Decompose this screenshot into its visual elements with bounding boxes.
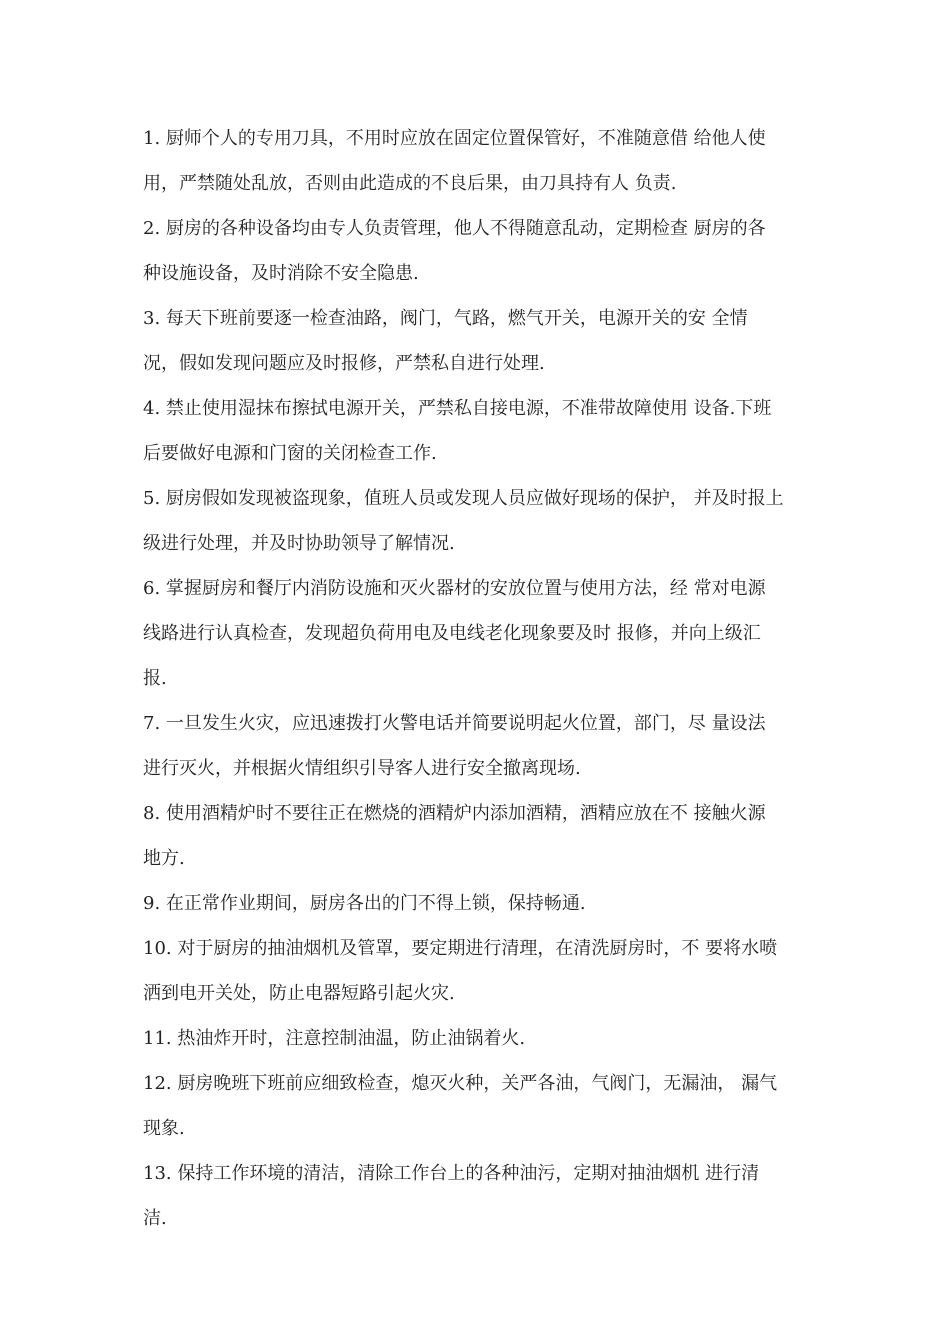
rule-line: 4. 禁止使用湿抹布擦拭电源开关，严禁私自接电源，不准带故障使用 设备.下班: [143, 398, 772, 419]
rule-item-11: [143, 1016, 833, 1061]
rule-item-8: [143, 791, 833, 881]
rule-line: 用，严禁随处乱放，否则由此造成的不良后果，由刀具持有人 负责.: [143, 173, 677, 194]
rule-line: 1. 厨师个人的专用刀具，不用时应放在固定位置保管好，不准随意借 给他人使: [143, 128, 766, 149]
rule-line: 现象.: [143, 1118, 185, 1139]
rule-line: 5. 厨房假如发现被盗现象，值班人员或发现人员应做好现场的保护， 并及时报上: [143, 488, 784, 509]
rule-line: 3. 每天下班前要逐一检查油路，阀门，气路，燃气开关，电源开关的安 全情: [143, 308, 748, 329]
rule-line: 洁.: [143, 1208, 167, 1229]
rule-line: 种设施设备，及时消除不安全隐患.: [143, 263, 419, 284]
rule-line: 线路进行认真检查，发现超负荷用电及电线老化现象要及时 报修，并向上级汇: [143, 623, 761, 644]
rule-line: 10. 对于厨房的抽油烟机及管罩，要定期进行清理，在清洗厨房时，不 要将水喷: [143, 938, 778, 959]
rule-item-2: [143, 206, 833, 296]
rule-item-7: [143, 701, 833, 791]
rule-line: 11. 热油炸开时，注意控制油温，防止油锅着火.: [143, 1028, 526, 1049]
rule-line: 12. 厨房晚班下班前应细致检查，熄灭火种，关严各油，气阀门，无漏油， 漏气: [143, 1073, 778, 1094]
rule-line: 后要做好电源和门窗的关闭检查工作.: [143, 443, 437, 464]
rule-line: 7. 一旦发生火灾，应迅速拨打火警电话并简要说明起火位置，部门，尽 量设法: [143, 713, 766, 734]
rule-item-9: [143, 881, 833, 926]
rule-line: 地方.: [143, 848, 185, 869]
rule-item-3: [143, 296, 833, 386]
rule-line: 13. 保持工作环境的清洁，清除工作台上的各种油污，定期对抽油烟机 进行清: [143, 1163, 760, 1184]
document-body: [143, 116, 833, 1241]
rule-item-10: [143, 926, 833, 1016]
rule-line: 报.: [143, 668, 167, 689]
rule-line: 9. 在正常作业期间，厨房各出的门不得上锁，保持畅通.: [143, 893, 586, 914]
rule-line: 洒到电开关处，防止电器短路引起火灾.: [143, 983, 455, 1004]
rule-item-12: [143, 1061, 833, 1151]
rule-item-5: [143, 476, 833, 566]
rule-item-4: [143, 386, 833, 476]
rule-item-1: [143, 116, 833, 206]
rule-line: 6. 掌握厨房和餐厅内消防设施和灭火器材的安放位置与使用方法，经 常对电源: [143, 578, 766, 599]
rule-line: 级进行处理，并及时协助领导了解情况.: [143, 533, 455, 554]
rule-item-6: [143, 566, 833, 701]
rule-line: 8. 使用酒精炉时不要往正在燃烧的酒精炉内添加酒精，酒精应放在不 接触火源: [143, 803, 766, 824]
rule-line: 况，假如发现问题应及时报修，严禁私自进行处理.: [143, 353, 545, 374]
rule-line: 2. 厨房的各种设备均由专人负责管理，他人不得随意乱动，定期检查 厨房的各: [143, 218, 766, 239]
rule-item-13: [143, 1151, 833, 1241]
rule-line: 进行灭火，并根据火情组织引导客人进行安全撤离现场.: [143, 758, 581, 779]
